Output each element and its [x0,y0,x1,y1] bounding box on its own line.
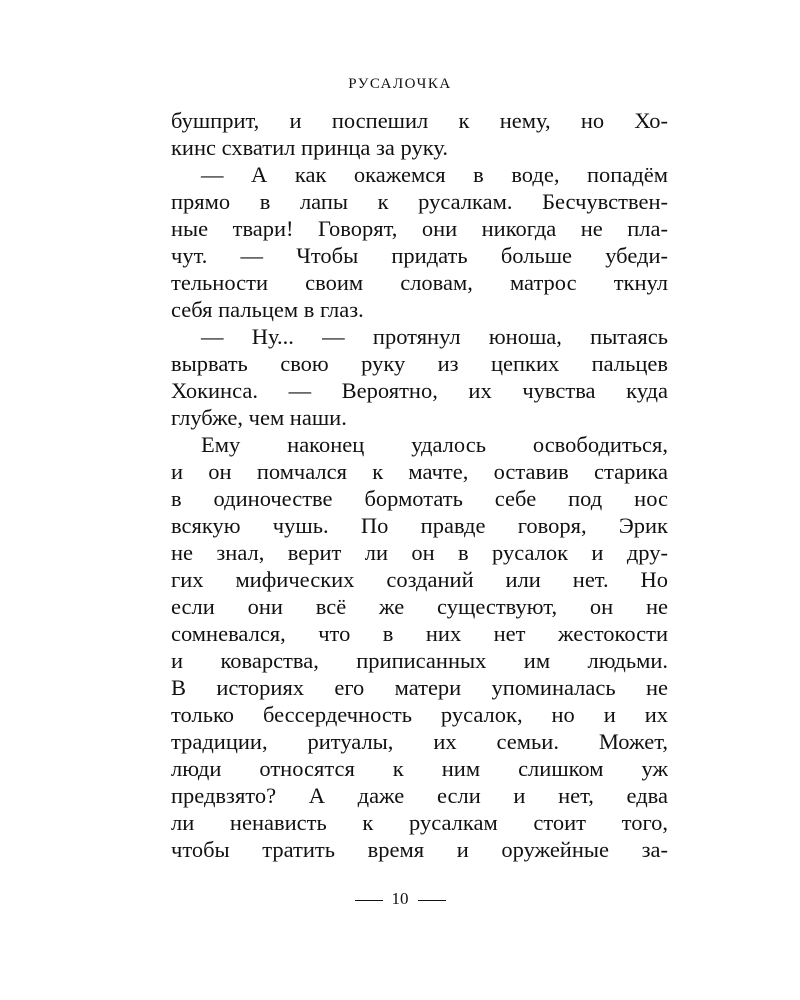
text-line: всякую чушь. По правде говоря, Эрик [171,513,668,538]
text-line: сомневался, что в них нет жестокости [171,621,668,646]
text-line: и коварства, приписанных им людьми. [171,648,668,673]
body-text [171,107,668,863]
text-line: тельности своим словам, матрос ткнул [171,270,668,295]
text-line: себя пальцем в глаз. [171,297,364,322]
text-line: традиции, ритуалы, их семьи. Может, [171,729,668,754]
text-line: вырвать свою руку из цепких пальцев [171,351,668,376]
text-line: если они всё же существуют, он не [171,594,668,619]
text-line: люди относятся к ним слишком уж [171,756,668,781]
text-line: предвзято? А даже если и нет, едва [171,783,668,808]
text-line: гих мифических созданий или нет. Но [171,567,668,592]
text-line: — А как окажемся в воде, попадём [201,162,668,187]
text-line: — Ну... — протянул юноша, пытаясь [201,324,668,349]
text-line: только бессердечность русалок, но и их [171,702,668,727]
text-line: прямо в лапы к русалкам. Бесчувствен- [171,189,668,214]
page-footer [0,889,800,909]
text-line: не знал, верит ли он в русалок и дру- [171,540,668,565]
text-line: Ему наконец удалось освободиться, [201,432,668,457]
page-number: 10 [391,889,409,908]
running-head: РУСАЛОЧКА [348,76,452,92]
folio-dash-right [418,900,446,901]
text-line: бушприт, и поспешил к нему, но Хо- [171,108,668,133]
text-line: Хокинса. — Вероятно, их чувства куда [171,378,668,403]
text-line: чтобы тратить время и оружейные за- [171,837,668,862]
folio-dash-left [355,900,383,901]
text-line: кинс схватил принца за руку. [171,135,448,160]
text-line: В историях его матери упоминалась не [171,675,668,700]
text-line: ные твари! Говорят, они никогда не пла- [171,216,668,241]
text-line: чут. — Чтобы придать больше убеди- [171,243,668,268]
text-line: в одиночестве бормотать себе под нос [171,486,668,511]
text-line: ли ненависть к русалкам стоит того, [171,810,668,835]
text-line: глубже, чем наши. [171,405,347,430]
text-line: и он помчался к мачте, оставив старика [171,459,668,484]
